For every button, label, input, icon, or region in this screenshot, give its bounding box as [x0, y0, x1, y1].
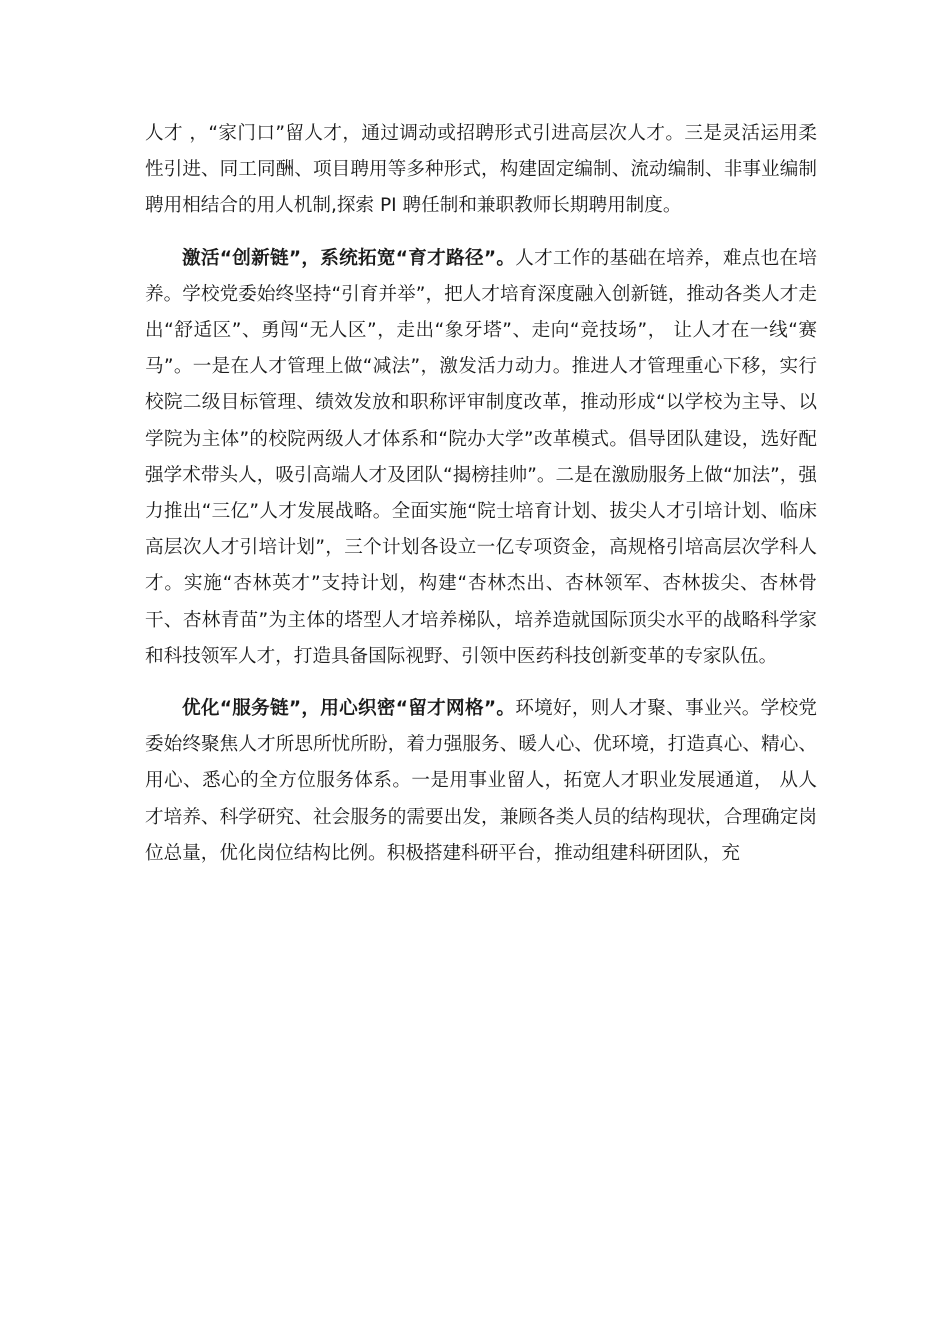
paragraph-heading: 激活“创新链”，系统拓宽“育才路径”。 [182, 247, 516, 269]
paragraph-service-chain [145, 691, 817, 872]
paragraph-innovation-chain [145, 241, 817, 675]
document-body [145, 116, 817, 872]
paragraph-continuation [145, 116, 817, 225]
paragraph-body: 人才 ，“家门口”留人才，通过调动或招聘形式引进高层次人才。三是灵活运用柔性引进、同工同酬、项目聘用等多种形式，构建固定编制、流动编制、非事业编制聘用相结合的用人机制,探索 PI 聘任制和兼职教师长期聘用制度。 [145, 123, 817, 217]
paragraph-body: 人才工作的基础在培养，难点也在培养。学校党委始终坚持“引育并举”，把人才培育深度融入创新链，推动各类人才走出“舒适区”、勇闯“无人区”，走出“象牙塔”、走向“竞技场”， 让人才在一线“赛马”。一是在人才管理上做“减法”，激发活力动力。推进人才管理重心下移，实行校院二级目标管理、绩效发放和职称评审制度改革，推动形成“以学校为主导、以学院为主体”的校院两级人才体系和“院办大学”改革模式。倡导团队建设，选好配强学术带头人，吸引高端人才及团队“揭榜挂帅”。二是在激励服务上做“加法”，强力推出“三亿”人才发展战略。全面实施“院士培育计划、拔尖人才引培计划、临床高层次人才引培计划”，三个计划各设立一亿专项资金，高规格引培高层次学科人才。实施“杏林英才”支持计划，构建“杏林杰出、杏林领军、杏林拔尖、杏林骨干、杏林青苗”为主体的塔型人才培养梯队，培养造就国际顶尖水平的战略科学家和科技领军人才，打造具备国际视野、引领中医药科技创新变革的专家队伍。 [145, 247, 817, 667]
paragraph-body: 环境好，则人才聚、事业兴。学校党委始终聚焦人才所思所忧所盼，着力强服务、暖人心、优环境，打造真心、精心、用心、悉心的全方位服务体系。一是用事业留人，拓宽人才职业发展通道， 从人才培养、科学研究、社会服务的需要出发，兼顾各类人员的结构现状，合理确定岗位总量，优化岗位结构比例。积极搭建科研平台，推动组建科研团队，充 [145, 698, 817, 864]
paragraph-heading: 优化“服务链”，用心织密“留才网格”。 [182, 698, 516, 720]
